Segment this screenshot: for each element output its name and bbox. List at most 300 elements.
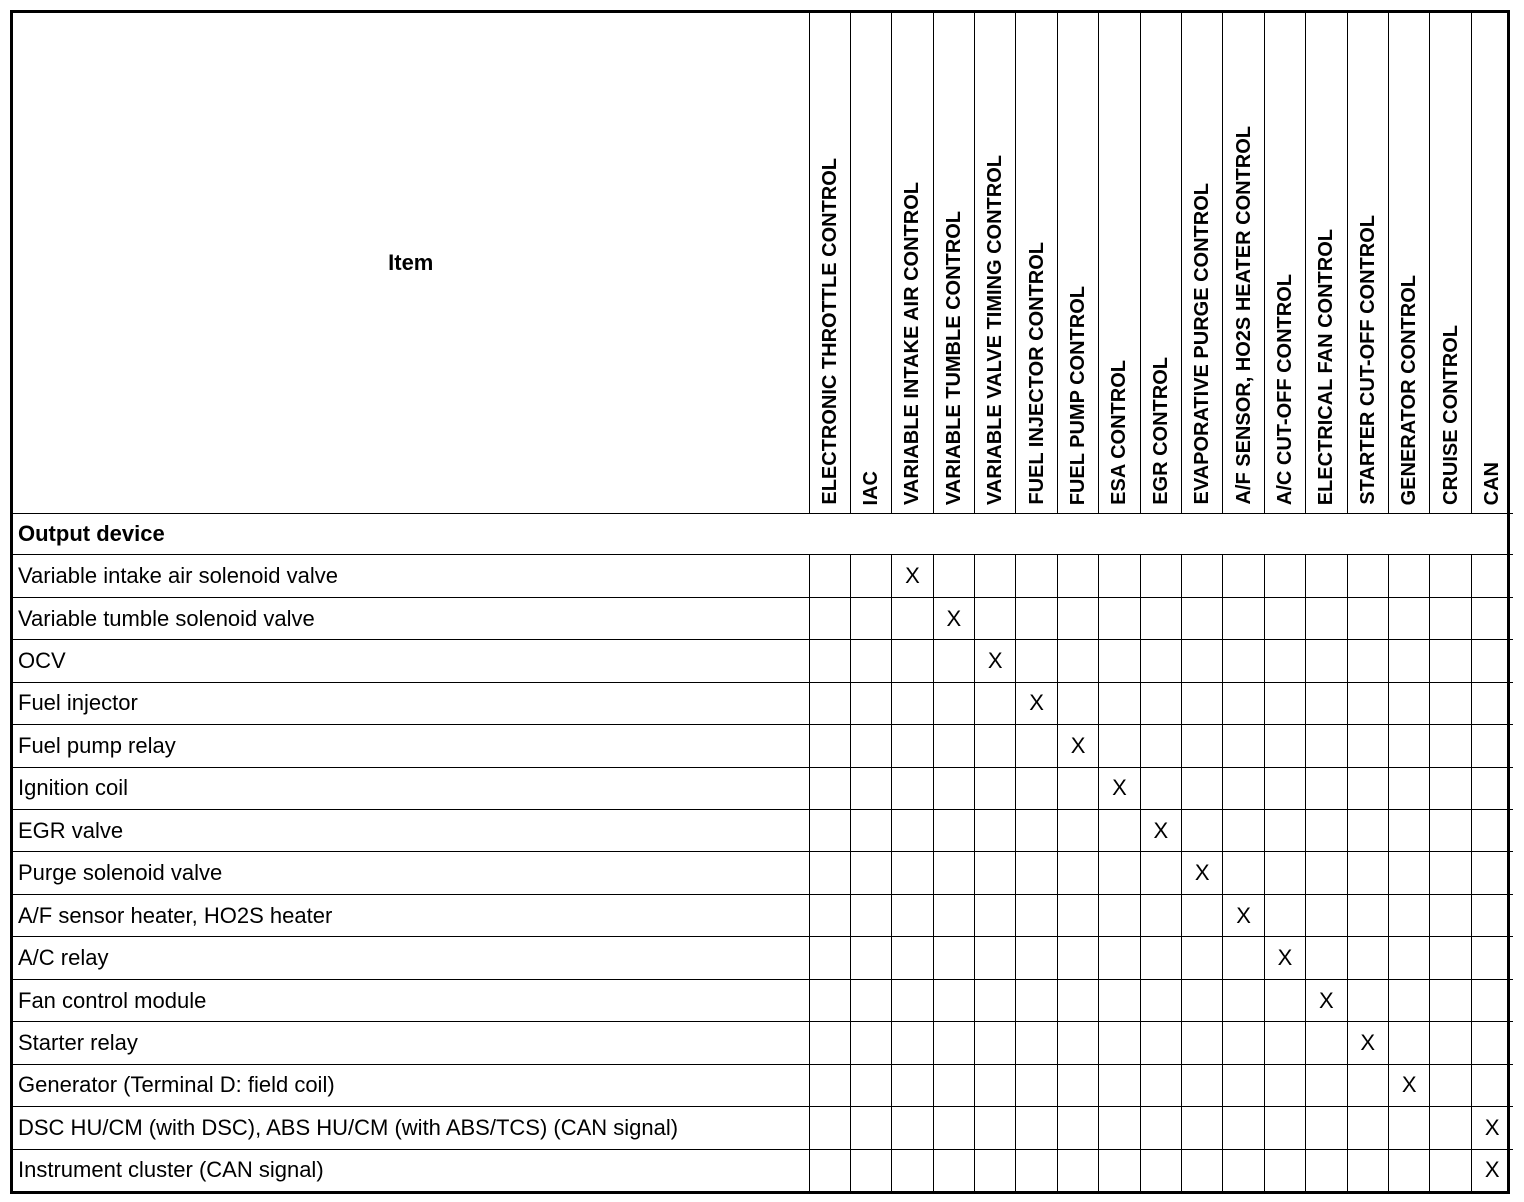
empty-cell — [1223, 767, 1264, 809]
empty-cell — [933, 767, 974, 809]
section-row — [13, 514, 1513, 555]
column-header-label: EGR CONTROL — [1149, 357, 1172, 505]
empty-cell — [1182, 725, 1223, 767]
empty-cell — [1182, 979, 1223, 1021]
empty-cell — [1306, 1064, 1347, 1106]
empty-cell — [1306, 767, 1347, 809]
empty-cell — [1347, 852, 1388, 894]
empty-cell — [892, 937, 933, 979]
column-header-label: CRUISE CONTROL — [1439, 325, 1462, 505]
row-item-label: Fuel injector — [13, 682, 809, 724]
column-header — [1471, 13, 1512, 514]
empty-cell — [975, 894, 1016, 936]
table-row — [13, 682, 1513, 724]
row-item-label: Purge solenoid valve — [13, 852, 809, 894]
empty-cell — [1099, 1064, 1140, 1106]
empty-cell — [975, 682, 1016, 724]
column-header — [1264, 13, 1305, 514]
empty-cell — [1430, 640, 1471, 682]
empty-cell — [933, 725, 974, 767]
column-header — [1223, 13, 1264, 514]
empty-cell — [892, 1149, 933, 1191]
empty-cell — [1388, 597, 1429, 639]
empty-cell — [809, 597, 850, 639]
empty-cell — [850, 682, 891, 724]
column-header-label: GENERATOR CONTROL — [1398, 274, 1421, 505]
column-header — [1306, 13, 1347, 514]
empty-cell — [975, 1064, 1016, 1106]
empty-cell — [850, 810, 891, 852]
empty-cell — [933, 894, 974, 936]
column-header-label: FUEL INJECTOR CONTROL — [1025, 242, 1048, 505]
column-header-label: VARIABLE TUMBLE CONTROL — [942, 210, 965, 505]
row-item-label: A/C relay — [13, 937, 809, 979]
empty-cell — [975, 810, 1016, 852]
empty-cell — [1182, 767, 1223, 809]
empty-cell — [1057, 640, 1098, 682]
empty-cell — [1057, 979, 1098, 1021]
empty-cell — [892, 767, 933, 809]
empty-cell — [933, 1107, 974, 1149]
empty-cell — [850, 1149, 891, 1191]
empty-cell — [1057, 937, 1098, 979]
empty-cell — [1388, 979, 1429, 1021]
empty-cell — [1430, 1149, 1471, 1191]
x-mark-cell: X — [1099, 767, 1140, 809]
x-mark-cell: X — [1471, 1149, 1512, 1191]
empty-cell — [1306, 597, 1347, 639]
empty-cell — [892, 1064, 933, 1106]
empty-cell — [1223, 682, 1264, 724]
x-mark-cell: X — [1223, 894, 1264, 936]
empty-cell — [1182, 682, 1223, 724]
empty-cell — [1182, 894, 1223, 936]
empty-cell — [1223, 725, 1264, 767]
empty-cell — [1388, 937, 1429, 979]
table-row — [13, 937, 1513, 979]
empty-cell — [1471, 1022, 1512, 1064]
row-item-label: Fan control module — [13, 979, 809, 1021]
empty-cell — [1182, 597, 1223, 639]
empty-cell — [1140, 555, 1181, 597]
empty-cell — [809, 979, 850, 1021]
empty-cell — [1140, 1107, 1181, 1149]
x-mark-cell: X — [975, 640, 1016, 682]
empty-cell — [1140, 682, 1181, 724]
empty-cell — [1223, 640, 1264, 682]
empty-cell — [1016, 555, 1057, 597]
empty-cell — [1471, 597, 1512, 639]
empty-cell — [1099, 640, 1140, 682]
column-header — [1388, 13, 1429, 514]
table-row — [13, 852, 1513, 894]
column-header — [1430, 13, 1471, 514]
empty-cell — [1306, 1149, 1347, 1191]
empty-cell — [892, 725, 933, 767]
empty-cell — [850, 767, 891, 809]
empty-cell — [1099, 1107, 1140, 1149]
empty-cell — [892, 682, 933, 724]
section-title: Output device — [13, 514, 1513, 555]
empty-cell — [892, 1107, 933, 1149]
row-item-label: DSC HU/CM (with DSC), ABS HU/CM (with ABS/TCS) (CAN signal) — [13, 1107, 809, 1149]
empty-cell — [1430, 852, 1471, 894]
x-mark-cell: X — [1306, 979, 1347, 1021]
table-row — [13, 725, 1513, 767]
empty-cell — [1306, 894, 1347, 936]
empty-cell — [1471, 640, 1512, 682]
x-mark-cell: X — [892, 555, 933, 597]
empty-cell — [809, 767, 850, 809]
output-device-table-sheet — [10, 10, 1510, 1194]
empty-cell — [1388, 894, 1429, 936]
empty-cell — [1057, 852, 1098, 894]
empty-cell — [1099, 937, 1140, 979]
empty-cell — [1016, 894, 1057, 936]
empty-cell — [809, 1107, 850, 1149]
empty-cell — [1264, 725, 1305, 767]
empty-cell — [1306, 725, 1347, 767]
empty-cell — [1016, 1149, 1057, 1191]
empty-cell — [933, 979, 974, 1021]
empty-cell — [850, 852, 891, 894]
empty-cell — [975, 1149, 1016, 1191]
empty-cell — [1016, 597, 1057, 639]
empty-cell — [850, 979, 891, 1021]
empty-cell — [975, 937, 1016, 979]
empty-cell — [1016, 852, 1057, 894]
empty-cell — [1099, 979, 1140, 1021]
row-item-label: Starter relay — [13, 1022, 809, 1064]
column-header — [975, 13, 1016, 514]
empty-cell — [1430, 810, 1471, 852]
empty-cell — [1388, 767, 1429, 809]
empty-cell — [1099, 1022, 1140, 1064]
empty-cell — [1471, 767, 1512, 809]
empty-cell — [1182, 1149, 1223, 1191]
empty-cell — [1140, 1022, 1181, 1064]
empty-cell — [1471, 894, 1512, 936]
empty-cell — [1347, 979, 1388, 1021]
empty-cell — [1182, 640, 1223, 682]
empty-cell — [1430, 894, 1471, 936]
empty-cell — [1264, 852, 1305, 894]
row-item-label: A/F sensor heater, HO2S heater — [13, 894, 809, 936]
x-mark-cell: X — [933, 597, 974, 639]
empty-cell — [1430, 1064, 1471, 1106]
empty-cell — [1388, 640, 1429, 682]
empty-cell — [933, 937, 974, 979]
empty-cell — [1471, 1064, 1512, 1106]
column-header — [1182, 13, 1223, 514]
empty-cell — [1264, 767, 1305, 809]
empty-cell — [1388, 810, 1429, 852]
empty-cell — [1471, 555, 1512, 597]
table-row — [13, 640, 1513, 682]
x-mark-cell: X — [1057, 725, 1098, 767]
table-row — [13, 810, 1513, 852]
empty-cell — [1471, 979, 1512, 1021]
empty-cell — [1057, 1107, 1098, 1149]
empty-cell — [850, 894, 891, 936]
empty-cell — [892, 894, 933, 936]
empty-cell — [1306, 852, 1347, 894]
empty-cell — [850, 1064, 891, 1106]
item-column-header: Item — [13, 13, 809, 514]
empty-cell — [1388, 1022, 1429, 1064]
empty-cell — [1306, 555, 1347, 597]
empty-cell — [1388, 1107, 1429, 1149]
column-header — [1140, 13, 1181, 514]
empty-cell — [1264, 555, 1305, 597]
empty-cell — [1016, 725, 1057, 767]
empty-cell — [1264, 979, 1305, 1021]
column-header-label: IAC — [860, 470, 883, 505]
empty-cell — [1430, 725, 1471, 767]
empty-cell — [1223, 1064, 1264, 1106]
empty-cell — [1057, 810, 1098, 852]
empty-cell — [1057, 1149, 1098, 1191]
empty-cell — [1099, 597, 1140, 639]
empty-cell — [1016, 640, 1057, 682]
empty-cell — [1140, 597, 1181, 639]
empty-cell — [1347, 640, 1388, 682]
column-header — [1099, 13, 1140, 514]
column-header — [1016, 13, 1057, 514]
table-row — [13, 894, 1513, 936]
empty-cell — [933, 1064, 974, 1106]
x-mark-cell: X — [1388, 1064, 1429, 1106]
empty-cell — [1140, 725, 1181, 767]
empty-cell — [809, 852, 850, 894]
empty-cell — [809, 894, 850, 936]
empty-cell — [809, 725, 850, 767]
x-mark-cell: X — [1140, 810, 1181, 852]
column-header — [933, 13, 974, 514]
column-header — [1347, 13, 1388, 514]
empty-cell — [1016, 767, 1057, 809]
empty-cell — [1016, 979, 1057, 1021]
empty-cell — [1182, 1064, 1223, 1106]
empty-cell — [1140, 767, 1181, 809]
empty-cell — [1264, 1022, 1305, 1064]
empty-cell — [975, 979, 1016, 1021]
table-row — [13, 1107, 1513, 1149]
column-header-label: ELECTRONIC THROTTLE CONTROL — [818, 158, 841, 505]
empty-cell — [1347, 810, 1388, 852]
empty-cell — [933, 1022, 974, 1064]
header-row — [13, 13, 1513, 514]
empty-cell — [850, 725, 891, 767]
empty-cell — [1264, 894, 1305, 936]
empty-cell — [1471, 725, 1512, 767]
empty-cell — [1430, 597, 1471, 639]
empty-cell — [933, 852, 974, 894]
empty-cell — [1223, 1107, 1264, 1149]
empty-cell — [1471, 682, 1512, 724]
empty-cell — [1306, 1022, 1347, 1064]
empty-cell — [1182, 937, 1223, 979]
empty-cell — [1430, 767, 1471, 809]
empty-cell — [1182, 1107, 1223, 1149]
empty-cell — [1264, 597, 1305, 639]
table-row — [13, 767, 1513, 809]
row-item-label: OCV — [13, 640, 809, 682]
empty-cell — [1140, 1149, 1181, 1191]
empty-cell — [975, 725, 1016, 767]
empty-cell — [1430, 682, 1471, 724]
empty-cell — [1388, 682, 1429, 724]
row-item-label: Variable tumble solenoid valve — [13, 597, 809, 639]
empty-cell — [1264, 810, 1305, 852]
empty-cell — [1223, 852, 1264, 894]
column-header-label: EVAPORATIVE PURGE CONTROL — [1191, 183, 1214, 505]
empty-cell — [1347, 767, 1388, 809]
empty-cell — [1182, 1022, 1223, 1064]
x-mark-cell: X — [1471, 1107, 1512, 1149]
empty-cell — [1430, 555, 1471, 597]
empty-cell — [933, 555, 974, 597]
empty-cell — [809, 810, 850, 852]
empty-cell — [809, 640, 850, 682]
column-header-label: VARIABLE VALVE TIMING CONTROL — [984, 155, 1007, 505]
empty-cell — [1264, 682, 1305, 724]
empty-cell — [1057, 682, 1098, 724]
empty-cell — [1430, 979, 1471, 1021]
table-row — [13, 1022, 1513, 1064]
empty-cell — [975, 597, 1016, 639]
empty-cell — [1306, 1107, 1347, 1149]
empty-cell — [1264, 1064, 1305, 1106]
table-row — [13, 597, 1513, 639]
empty-cell — [975, 555, 1016, 597]
empty-cell — [1140, 852, 1181, 894]
empty-cell — [1347, 1064, 1388, 1106]
empty-cell — [809, 1022, 850, 1064]
empty-cell — [1099, 810, 1140, 852]
table-row — [13, 555, 1513, 597]
empty-cell — [1471, 852, 1512, 894]
column-header-label: FUEL PUMP CONTROL — [1067, 285, 1090, 505]
empty-cell — [975, 1022, 1016, 1064]
empty-cell — [850, 597, 891, 639]
empty-cell — [1223, 1149, 1264, 1191]
table-row — [13, 1064, 1513, 1106]
empty-cell — [850, 937, 891, 979]
empty-cell — [1264, 1149, 1305, 1191]
empty-cell — [1140, 979, 1181, 1021]
x-mark-cell: X — [1347, 1022, 1388, 1064]
empty-cell — [850, 640, 891, 682]
empty-cell — [1347, 894, 1388, 936]
empty-cell — [1057, 597, 1098, 639]
empty-cell — [892, 979, 933, 1021]
empty-cell — [809, 555, 850, 597]
empty-cell — [892, 852, 933, 894]
empty-cell — [1430, 1107, 1471, 1149]
empty-cell — [1099, 852, 1140, 894]
table-row — [13, 979, 1513, 1021]
empty-cell — [1306, 810, 1347, 852]
empty-cell — [1182, 810, 1223, 852]
empty-cell — [1347, 725, 1388, 767]
empty-cell — [1223, 810, 1264, 852]
column-header-label: VARIABLE INTAKE AIR CONTROL — [901, 182, 924, 505]
empty-cell — [1057, 555, 1098, 597]
empty-cell — [892, 810, 933, 852]
table-body — [13, 514, 1513, 1192]
empty-cell — [1471, 810, 1512, 852]
empty-cell — [1099, 1149, 1140, 1191]
empty-cell — [933, 1149, 974, 1191]
empty-cell — [1347, 555, 1388, 597]
empty-cell — [1223, 937, 1264, 979]
empty-cell — [1140, 937, 1181, 979]
empty-cell — [809, 937, 850, 979]
empty-cell — [1347, 1107, 1388, 1149]
empty-cell — [1099, 894, 1140, 936]
column-header-label: ELECTRICAL FAN CONTROL — [1315, 228, 1338, 505]
column-header-label: STARTER CUT-OFF CONTROL — [1356, 215, 1379, 505]
row-item-label: Instrument cluster (CAN signal) — [13, 1149, 809, 1191]
column-header-label: A/F SENSOR, HO2S HEATER CONTROL — [1232, 126, 1255, 505]
empty-cell — [850, 1022, 891, 1064]
empty-cell — [1471, 937, 1512, 979]
empty-cell — [1099, 725, 1140, 767]
empty-cell — [1099, 682, 1140, 724]
empty-cell — [933, 640, 974, 682]
empty-cell — [1016, 937, 1057, 979]
empty-cell — [1347, 597, 1388, 639]
empty-cell — [975, 1107, 1016, 1149]
empty-cell — [1016, 1022, 1057, 1064]
table-row — [13, 1149, 1513, 1191]
empty-cell — [1388, 852, 1429, 894]
empty-cell — [1057, 1022, 1098, 1064]
empty-cell — [1223, 979, 1264, 1021]
empty-cell — [1016, 1107, 1057, 1149]
empty-cell — [1016, 1064, 1057, 1106]
empty-cell — [1057, 1064, 1098, 1106]
row-item-label: Variable intake air solenoid valve — [13, 555, 809, 597]
empty-cell — [1388, 555, 1429, 597]
x-mark-cell: X — [1016, 682, 1057, 724]
empty-cell — [975, 767, 1016, 809]
empty-cell — [1223, 1022, 1264, 1064]
control-matrix-table — [13, 13, 1513, 1191]
column-header — [1057, 13, 1098, 514]
empty-cell — [1347, 937, 1388, 979]
x-mark-cell: X — [1182, 852, 1223, 894]
empty-cell — [1182, 555, 1223, 597]
empty-cell — [850, 555, 891, 597]
empty-cell — [809, 682, 850, 724]
empty-cell — [933, 810, 974, 852]
row-item-label: Fuel pump relay — [13, 725, 809, 767]
empty-cell — [1306, 937, 1347, 979]
empty-cell — [892, 597, 933, 639]
empty-cell — [1016, 810, 1057, 852]
empty-cell — [1099, 555, 1140, 597]
column-header-label: ESA CONTROL — [1108, 360, 1131, 505]
empty-cell — [975, 852, 1016, 894]
empty-cell — [1057, 894, 1098, 936]
empty-cell — [1140, 640, 1181, 682]
empty-cell — [1057, 767, 1098, 809]
empty-cell — [850, 1107, 891, 1149]
row-item-label: Ignition coil — [13, 767, 809, 809]
column-header — [809, 13, 850, 514]
